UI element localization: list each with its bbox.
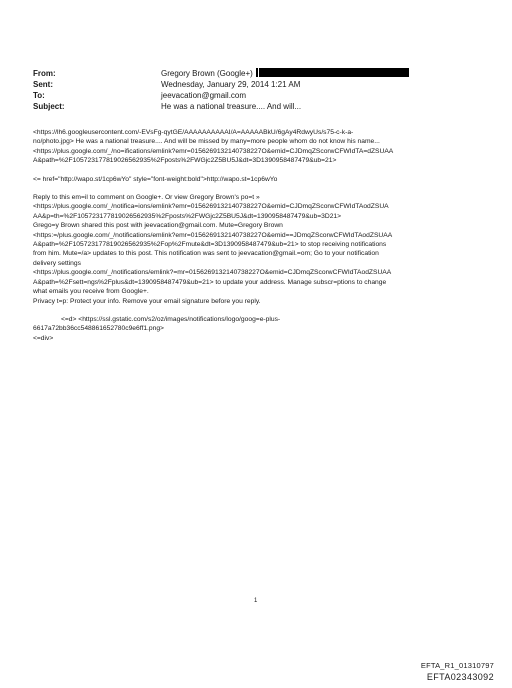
body-line: <=d> <https://ssl.gstatic.com/s2/oz/images/notifications/logo/goog=e-plus- (61, 315, 281, 323)
to-value: jeevacation@gmail.com (161, 91, 247, 100)
body-line: A&path=%2Fsett=ngs%2Fplus&dt=1390958487479&ub=21> to update your address. Manage subscr=ptions to change (33, 278, 387, 286)
body-line: A&path=%2F105723177819026562935%2Fop%2Fmute&dt=3D1390958487479&ub=21> to stop receiving notifications (33, 241, 387, 249)
body-line: Grego=y Brown shared this post with jeevacation@gmail.com. Mute=Gregory Brown (33, 222, 283, 230)
body-line: <https:=/plus.google.com/_/notifications/emlink?emr=0156269132140738227O&emid==JDmqZScorwCFWIdTAodZSUAA (33, 231, 393, 239)
sent-row (33, 79, 483, 90)
sent-label: Sent: (33, 80, 53, 89)
body-line: AA&p=th=%2F105723177819026562935%2Fposts%2FWGjc2Z5BU5J&dt=1390958487479&ub=3D21> (33, 212, 342, 220)
body-line: <= href="http://wapo.st/1cp6wYo" style="font-weight:bold">http://wapo.st=1cp6wYo (33, 175, 278, 183)
body-paragraph-3 (33, 193, 488, 306)
redaction-bar (259, 68, 409, 77)
body-paragraph-2 (33, 175, 488, 184)
body-line: <https://plus.google.com/_/no=ifications/emlink?emr=0156269132140738227O&emid=CJDmqZScorwCFWIdTA=dZSUAA (33, 147, 394, 155)
body-line: what emails you receive from Google+. (33, 288, 149, 296)
from-value-wrap (161, 68, 483, 79)
page-number: 1 (254, 598, 258, 604)
body-line: <https://lh6.googleusercontent.com/-EVsFg-qytGE/AAAAAAAAAAI/A=AAAAABkU/6gAy4RdwyUs/s75-c-k-a- (33, 129, 354, 136)
to-label: To: (33, 91, 45, 100)
body-line: <=div> (33, 334, 54, 342)
body-line: delivery settings (33, 259, 81, 267)
footer-id-1: EFTA_R1_01310797 (420, 661, 494, 670)
from-row (33, 68, 483, 79)
body-line: <https://plus.google.com/_/notifica=ions/emlink?emr=0156269132140738227O&emid=CJDmqZScorwCFWIdTAodZSUA (33, 203, 389, 211)
body-paragraph-1 (33, 128, 488, 166)
body-line: no/photo.jpg> He was a national treasure.... And will be missed by many=more people whom do not know his name... (33, 138, 380, 146)
footer-id-2: EFTA02343092 (426, 672, 494, 682)
subject-value: He was a national treasure.... And will... (161, 102, 302, 111)
to-row (33, 90, 483, 101)
body-line: 6617a72bb36cc548861652780c9e6ff1.png> (33, 325, 164, 333)
email-header (33, 68, 483, 112)
body-line: Privacy t=p: Protect your info. Remove your email signature before you reply. (33, 297, 261, 305)
from-label: From: (33, 69, 56, 78)
body-paragraph-4 (33, 315, 488, 343)
body-line: Reply to this em=il to comment on Google+. Or view Gregory Brown's po=t » (33, 194, 260, 202)
redaction-bar (256, 68, 258, 77)
subject-label: Subject: (33, 102, 65, 111)
from-value: Gregory Brown (Google+) (161, 69, 253, 78)
email-body (33, 128, 488, 352)
subject-row (33, 101, 483, 112)
body-line: <https://plus.google.com/_/notifications/emlink?=mr=0156269132140738227O&emid=CJDmqZScorwCFWIdTAodZSUAA (33, 269, 392, 277)
sent-value: Wednesday, January 29, 2014 1:21 AM (161, 80, 301, 89)
body-line: from him. Mute=/a> updates to this post. This notification was sent to jeevacation@gmail.=om; Go to your notification (33, 250, 379, 258)
body-line: A&path=%2F105723177819026562935%2Fposts%2FWGjc2Z5BU5J&dt=3D1390958487479&ub=21> (33, 157, 337, 165)
